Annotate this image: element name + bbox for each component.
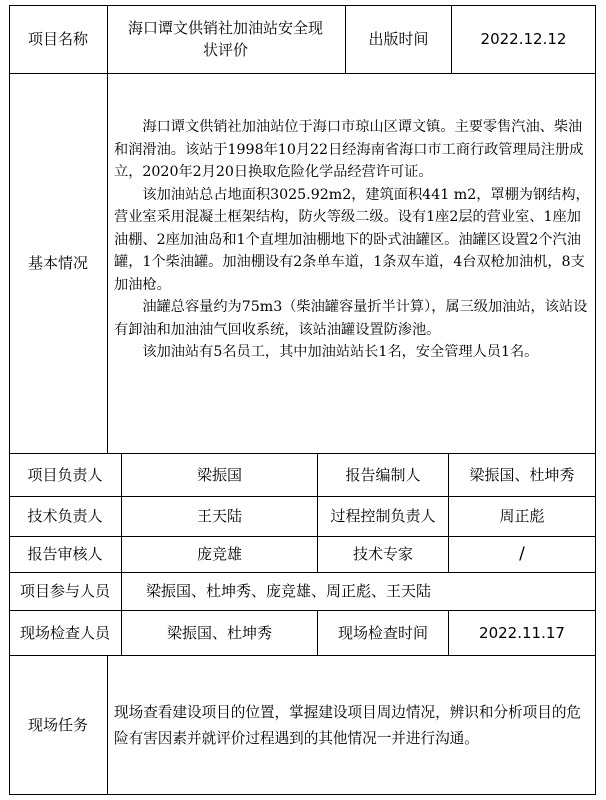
grid-line xyxy=(107,655,108,795)
basic-info-paragraph: 海口谭文供销社加油站位于海口市琼山区谭文镇。主要零售汽油、柴油和润滑油。该站于1998年10月22日经海南省海口市工商行政管理局注册成立，2020年2月20日换取危险化学品经营许可证。 xyxy=(114,119,584,180)
grid-line xyxy=(121,572,122,611)
basic-info-label: 基本情况 xyxy=(27,254,88,272)
task-label: 现场任务 xyxy=(27,715,88,734)
process-lead-value: 周正彪 xyxy=(499,507,545,525)
task-text: 现场查看建设项目的位置，掌握建设项目周边情况，辨识和分析项目的危险有害因素并就评价过程遇到的其他情况一并进行沟通。 xyxy=(114,704,582,747)
expert-label: 技术专家 xyxy=(352,545,413,563)
project-name-label: 项目名称 xyxy=(27,30,88,48)
report-author-label: 报告编制人 xyxy=(345,465,421,484)
tech-lead-label: 技术负责人 xyxy=(27,507,103,525)
inspectors-label: 现场检查人员 xyxy=(19,623,110,642)
publish-date-value: 2022.12.12 xyxy=(480,30,567,48)
basic-info-paragraph: 油罐总容量约为75m3（柴油罐容量折半计算），属三级加油站，该站设有卸油和加油油气回收系统，该站油罐设置防渗池。 xyxy=(114,299,588,338)
publish-date-label: 出版时间 xyxy=(368,30,429,48)
inspect-time-value: 2022.11.17 xyxy=(479,623,565,642)
participants-label: 项目参与人员 xyxy=(19,582,110,600)
report-author-value: 梁振国、杜坤秀 xyxy=(469,465,575,484)
basic-info-paragraph: 该加油站有5名员工，其中加油站站长1名，安全管理人员1名。 xyxy=(142,344,539,360)
grid-line xyxy=(107,73,108,454)
expert-value: / xyxy=(519,544,525,564)
project-lead-label: 项目负责人 xyxy=(27,465,103,484)
grid-line xyxy=(595,5,596,795)
participants-value: 梁振国、杜坤秀、庞竞雄、周正彪、王天陆 xyxy=(146,582,432,600)
inspectors-value: 梁振国、杜坤秀 xyxy=(166,623,272,642)
tech-lead-value: 王天陆 xyxy=(196,507,242,525)
project-lead-value: 梁振国 xyxy=(196,465,242,484)
process-lead-label: 过程控制负责人 xyxy=(330,507,436,525)
inspect-time-label: 现场检查时间 xyxy=(337,623,428,642)
project-name-value: 海口谭文供销社加油站安全现状评价 xyxy=(127,19,323,59)
reviewer-value: 庞竞雄 xyxy=(196,545,242,563)
basic-info-paragraph: 该加油站总占地面积3025.92m2，建筑面积441 m2，罩棚为钢结构，营业室采用混凝土框架结构，防火等级二级。设有1座2层的营业室、1座加油棚、2座加油岛和1个直埋加油棚地下的卧式油罐区。油罐区设置2个汽油罐，1个柴油罐。加油棚设有2条单车道，1条双车道，4台双枪加油机，8支加油枪。 xyxy=(114,186,590,293)
basic-info-text xyxy=(114,116,594,364)
grid-line xyxy=(9,794,596,795)
reviewer-label: 报告审核人 xyxy=(27,545,103,563)
